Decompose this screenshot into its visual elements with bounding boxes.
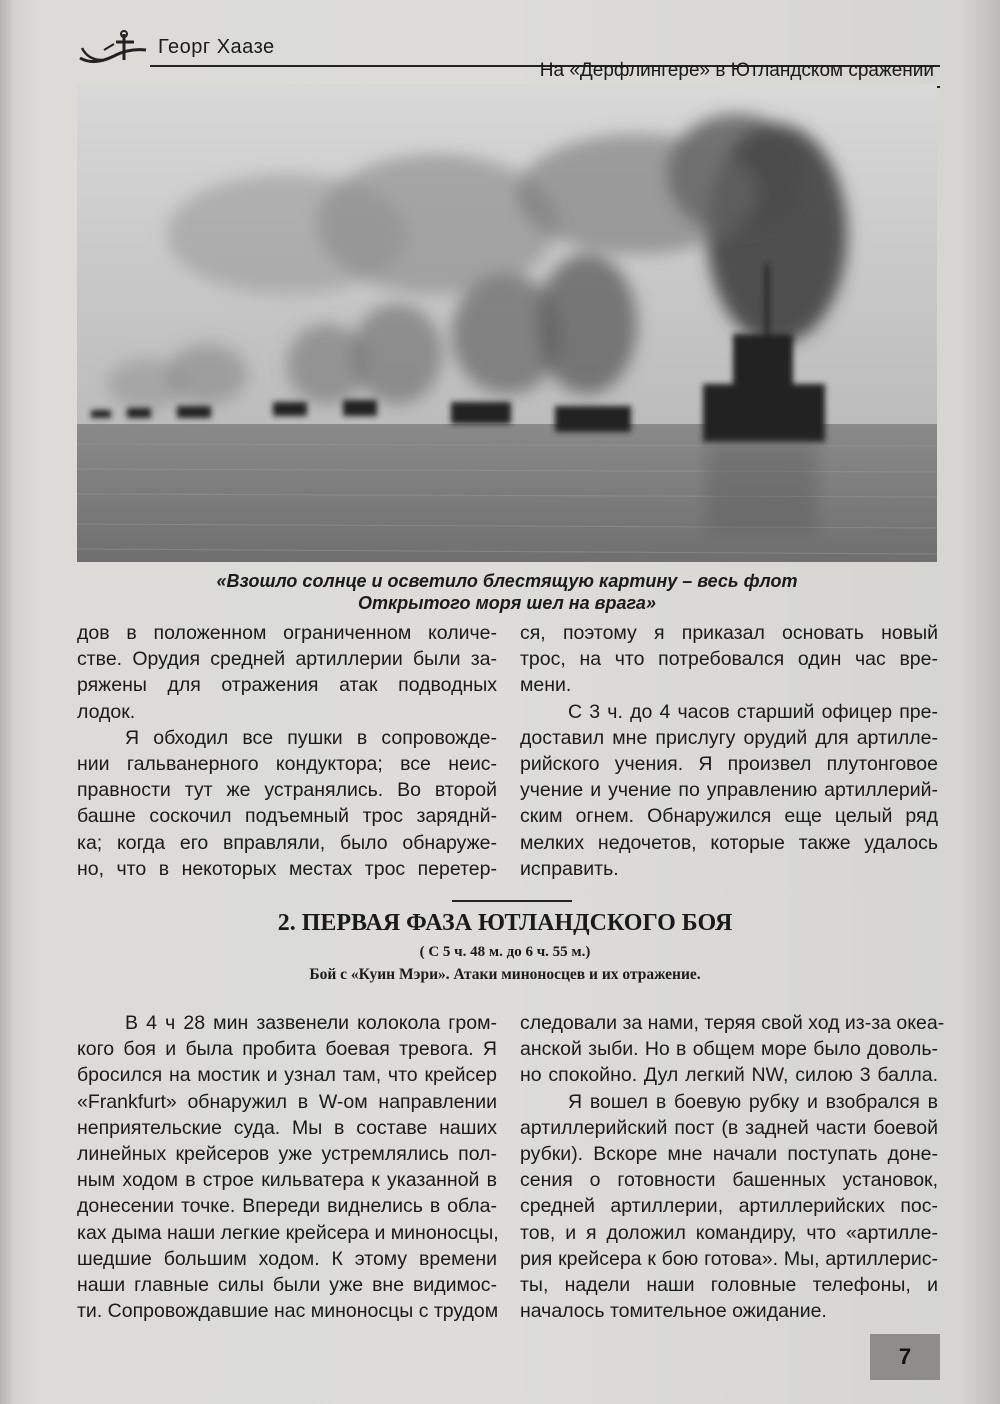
text-line: началось томительное ожидание. [520,1300,827,1323]
text-line: доставил мне прислугу орудий для артилле- [520,726,938,749]
text-line: башне соскочил подъемный трос заряднй- [77,805,497,828]
column-3 [77,1010,497,1324]
text-line: но спокойно. Дул легкий NW, силою 3 балла. [520,1064,938,1087]
running-header-title: На «Дерфлингере» в Ютландском сражении [539,60,934,81]
section-subtitle: Бой с «Куин Мэри». Атаки миноносцев и их отражение. [309,966,701,983]
text-line: сения о готовности башенных установок, [520,1169,938,1192]
text-line: анской зыби. Но в общем море было доволь- [520,1038,938,1061]
caption-line-2: Открытого моря шел на врага» [358,593,656,613]
section-title: 2. ПЕРВАЯ ФАЗА ЮТЛАНДСКОГО БОЯ [277,910,733,936]
text-line: дов в положенном ограниченном количе- [77,622,497,644]
text-line: лодок. [77,700,136,723]
text-line: следовали за нами, теряя свой ход из-за океа- [520,1012,945,1034]
text-line: трос, на что потребовался один час вре- [520,648,938,671]
anchor-emblem-icon [74,30,154,70]
section-time-range: ( С 5 ч. 48 м. до 6 ч. 55 м.) [419,944,591,960]
text-line: бросился на мостик и узнал там, что крейсер [77,1064,497,1087]
text-line: ся, поэтому я приказал основать новый [520,622,938,644]
column-2 [520,620,938,882]
photo-caption [77,570,937,614]
text-line: рийского учения. Я произвел плутонговое [520,753,938,776]
text-line: кого боя и была пробита боевая тревога. Я [77,1038,497,1061]
running-header-author: Георг Хаазе [158,36,275,58]
text-line: ты, надели наши головные телефоны, и [520,1274,938,1297]
text-line: неприятельские суда. Мы в составе наших [77,1116,497,1139]
text-line: шедшие большим ходом. К этому времени [77,1247,497,1270]
text-line: рия крейсера к бою готова». Мы, артиллерис- [520,1247,938,1270]
text-line: мелких недочетов, которые также удалось [520,831,938,854]
column-4 [520,1010,945,1324]
text-line: ным ходом в строе кильватера к указанной в [77,1169,497,1192]
text-line: стве. Орудия средней артиллерии были за- [77,648,497,671]
text-line: наши главные силы были уже вне видимос- [77,1274,497,1297]
text-line: тов, и я доложил командиру, что «артилле- [520,1221,938,1244]
text-line: мени. [520,674,572,697]
text-line: учение и учение по управлению артиллерий- [520,779,938,802]
text-line: Я вошел в боевую рубку и взобрался в [568,1090,938,1113]
column-1 [77,620,497,882]
text-line: но, что в некоторых местах трос перетер- [77,857,497,880]
text-line: ским огнем. Обнаружился еще целый ряд [520,805,938,828]
text-line: рубки). Вскоре мне начали поступать доне- [520,1143,938,1166]
text-line: ти. Сопровождавшие нас миноносцы с трудом [77,1300,499,1323]
caption-line-1: «Взошло солнце и осветило блестящую картину – весь флот [216,571,798,591]
text-line: С 3 ч. до 4 часов старший офицер пре- [568,700,938,723]
text-line: линейных крейсеров уже устремлялись пол- [77,1143,497,1166]
text-line: нии гальванерного кондуктора; все неис- [77,753,497,776]
section-divider [452,900,572,902]
text-line: ках дыма наши легкие крейсера и миноносцы, [77,1221,499,1244]
text-line: «Frankfurt» обнаружил в W-ом направлении [77,1090,497,1113]
text-line: ряжены для отражения атак подводных [77,674,497,697]
text-line: донесении точке. Впереди виднелись в обла- [77,1195,497,1218]
page-number: 7 [870,1334,940,1380]
battleship-fleet-photo [77,84,937,562]
text-line: правности тут же устранялись. Во второй [77,779,497,802]
text-line: Я обходил все пушки в сопровожде- [125,726,497,749]
text-line: средней артиллерии, артиллерийских пос- [520,1195,938,1218]
text-line: ка; когда его вправляли, было обнаруже- [77,831,497,854]
text-line: артиллерийский пост (в задней части боевой [520,1116,938,1139]
text-line: исправить. [520,857,619,880]
text-line: В 4 ч 28 мин зазвенели колокола гром- [125,1012,497,1034]
